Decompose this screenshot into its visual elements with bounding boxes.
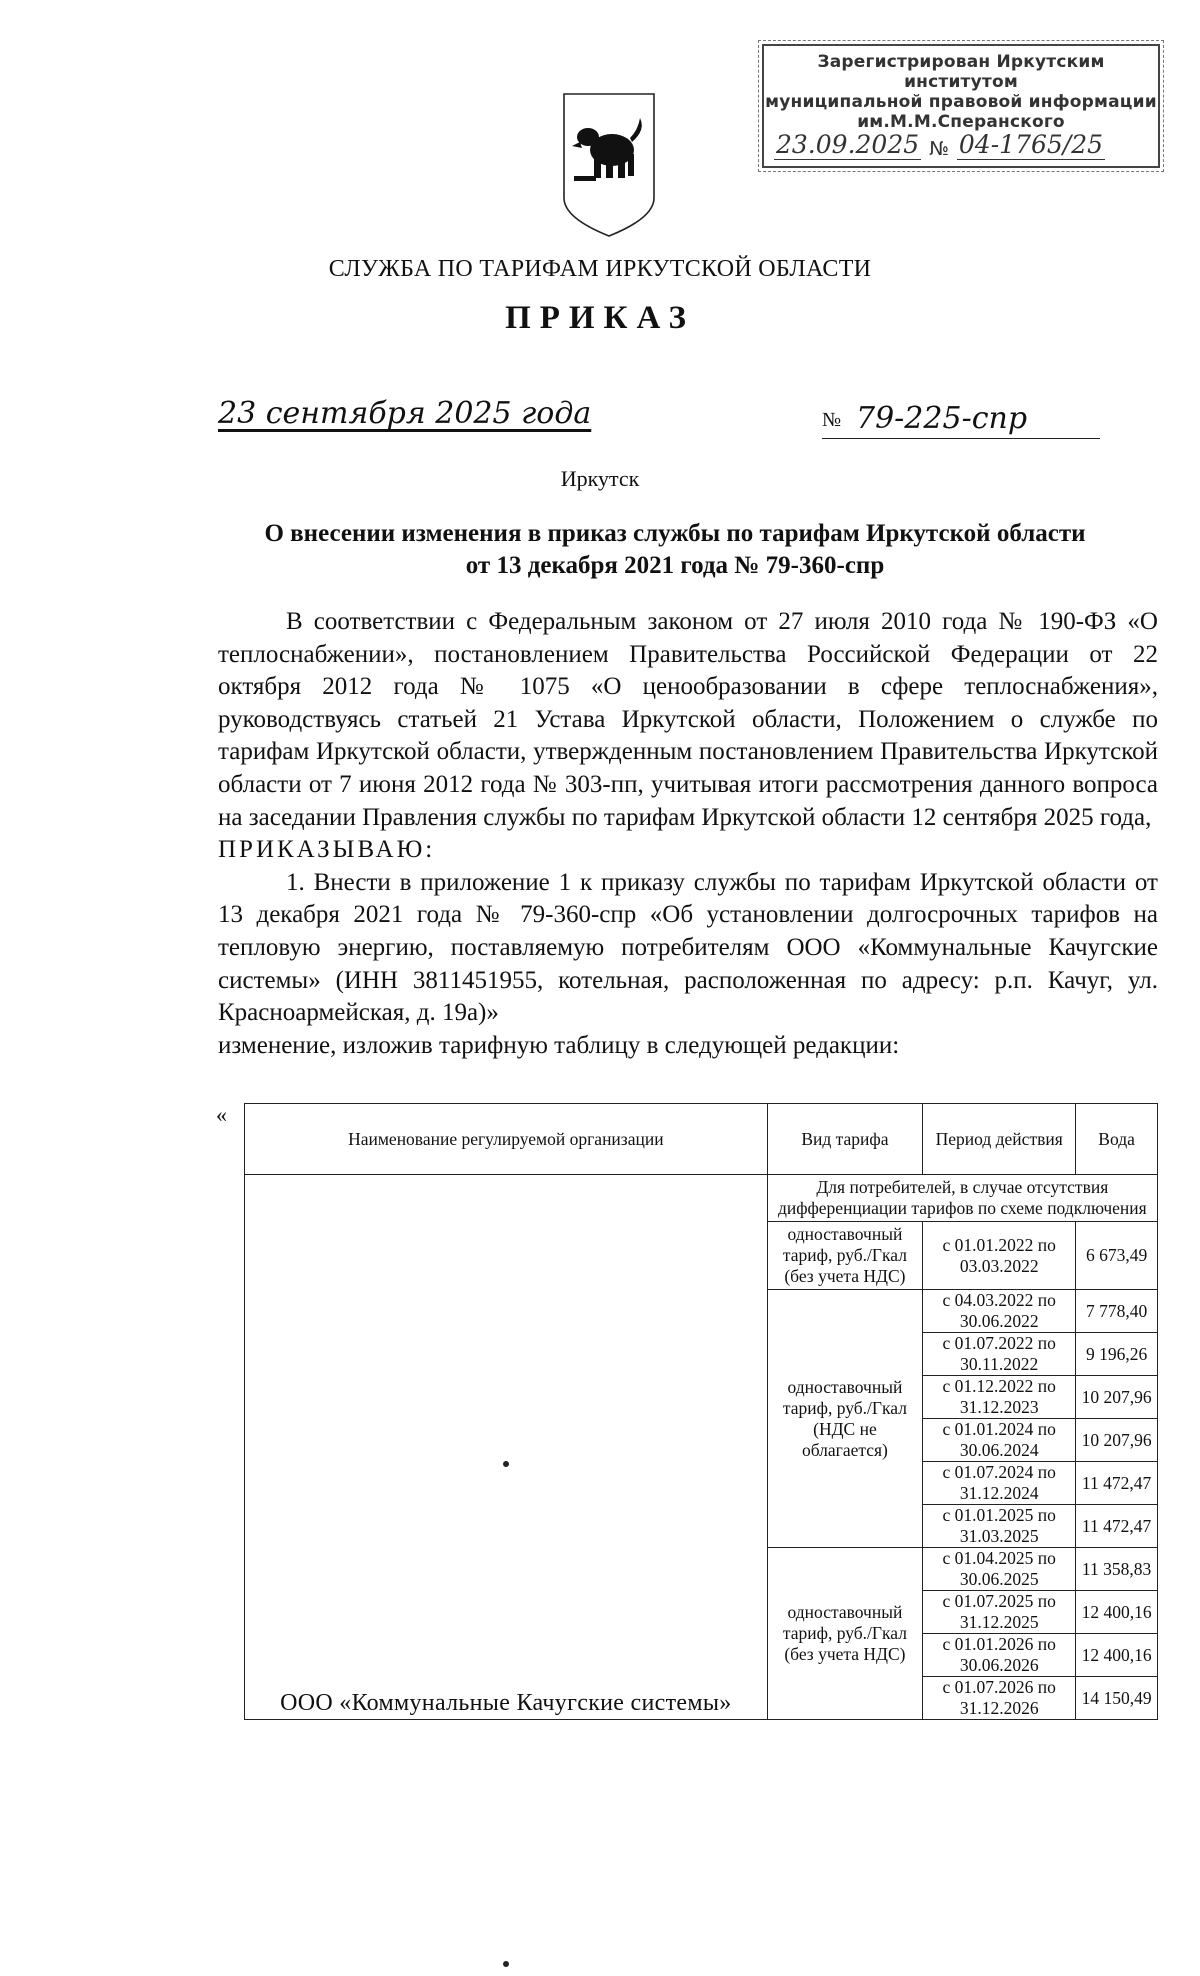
- document-body: [218, 606, 1158, 1062]
- value-cell: 12 400,16: [1076, 1591, 1158, 1634]
- stamp-line-1: Зарегистрирован Иркутским институтом: [817, 52, 1105, 92]
- header-water: Вода: [1076, 1104, 1158, 1175]
- stamp-line-3: им.М.М.Сперанского: [857, 112, 1065, 132]
- preamble-paragraph: В соответствии с Федеральным законом от 27 июля 2010 года № 190-ФЗ «О теплоснабжении», постановлением Правительства Российской Федерации от 22 октября 2012 года № 1075 «О ценообразовании в сфере теплоснабжения», руководствуясь статьей 21 Устава Иркутской области, Положением о службе по тарифам Иркутской области, утвержденным постановлением Правительства Иркутской области от 7 июня 2012 года № 303-пп, учитывая итоги рассмотрения данного вопроса на заседании Правления службы по тарифам Иркутской области 12 сентября 2025 года,: [218, 608, 1158, 831]
- decree-word: ПРИКАЗЫВАЮ:: [218, 836, 436, 864]
- header-period: Период действия: [923, 1104, 1076, 1175]
- period-cell: с 01.01.2025 по 31.03.2025: [923, 1505, 1076, 1548]
- value-cell: 14 150,49: [1076, 1677, 1158, 1720]
- value-cell: 9 196,26: [1076, 1333, 1158, 1376]
- table-row: [245, 1290, 1158, 1333]
- table-row: [245, 1333, 1158, 1376]
- item-1-paragraph: 1. Внести в приложение 1 к приказу службы по тарифам Иркутской области от 13 декабря 2021 года № 79-360-спр «Об установлении долгосрочных тарифов на тепловую энергию, поставляемую потребителям ООО «Коммунальные Качугские системы» (ИНН 3811451955, котельная, расположенная по адресу: р.п. Качуг, ул. Красноармейская, д. 19а)»: [218, 868, 1158, 1027]
- handwritten-date: 23 сентября 2025 года: [218, 396, 592, 431]
- value-cell: 12 400,16: [1076, 1634, 1158, 1677]
- period-cell: с 01.07.2025 по 31.12.2025: [923, 1591, 1076, 1634]
- sable-icon: [574, 176, 596, 181]
- value-cell: 10 207,96: [1076, 1419, 1158, 1462]
- period-cell: с 01.07.2024 по 31.12.2024: [923, 1462, 1076, 1505]
- tariff-type-cell: одноставочный тариф, руб./Гкал (без учета НДС): [767, 1548, 923, 1720]
- period-cell: с 01.12.2022 по 31.12.2023: [923, 1376, 1076, 1419]
- table-row: [245, 1175, 1158, 1222]
- document-number-field: [822, 402, 1100, 439]
- document-heading: [200, 518, 1150, 582]
- period-cell: с 01.01.2022 по 03.03.2022: [923, 1222, 1076, 1290]
- value-cell: 11 472,47: [1076, 1505, 1158, 1548]
- bullet-dot-icon: [503, 1961, 509, 1967]
- header-org: Наименование регулируемой организации: [245, 1104, 768, 1175]
- section-heading: Для потребителей, в случае отсутствия дифференциации тарифов по схеме подключения: [767, 1175, 1157, 1222]
- heading-line-1: О внесении изменения в приказ службы по тарифам Иркутской области: [264, 520, 1086, 547]
- city-name: Иркутск: [560, 466, 640, 491]
- period-cell: с 01.07.2026 по 31.12.2026: [923, 1677, 1076, 1720]
- value-cell: 11 358,83: [1076, 1548, 1158, 1591]
- irkutsk-coat-of-arms-icon: [560, 90, 658, 238]
- tariff-table: [244, 1103, 1158, 1720]
- opening-quote: «: [216, 1102, 227, 1127]
- table-row: [245, 1222, 1158, 1290]
- value-cell: 7 778,40: [1076, 1290, 1158, 1333]
- stamp-reg-number: 04-1765/25: [958, 130, 1104, 159]
- tariff-type-cell: одноставочный тариф, руб./Гкал (без учета НДС): [767, 1222, 923, 1290]
- tariff-type-cell: одноставочный тариф, руб./Гкал (НДС не облагается): [767, 1290, 923, 1548]
- handwritten-number: 79-225-спр: [856, 401, 1028, 436]
- period-cell: с 01.01.2026 по 30.06.2026: [923, 1634, 1076, 1677]
- stamp-reg-date: 23.09.2025: [776, 130, 920, 159]
- number-label: №: [822, 409, 842, 431]
- table-header-row: [245, 1104, 1158, 1175]
- table-row: [245, 1376, 1158, 1419]
- value-cell: 6 673,49: [1076, 1222, 1158, 1290]
- item-1-last-line: изменение, изложив тарифную таблицу в следующей редакции:: [218, 1031, 900, 1059]
- stamp-number-label: №: [929, 138, 949, 160]
- org-name: ООО «Коммунальные Качугские системы»: [280, 1689, 732, 1716]
- bullet-dot-icon: [503, 1461, 509, 1467]
- value-cell: 11 472,47: [1076, 1462, 1158, 1505]
- registration-stamp: [762, 44, 1160, 168]
- header-tariff: Вид тарифа: [767, 1104, 923, 1175]
- org-cell: [245, 1431, 768, 1976]
- stamp-line-2: муниципальной правовой информации: [765, 92, 1157, 112]
- heading-line-2: от 13 декабря 2021 года № 79-360-спр: [465, 552, 885, 579]
- value-cell: 10 207,96: [1076, 1376, 1158, 1419]
- document-type-title: ПРИКАЗ: [505, 300, 695, 336]
- period-cell: с 01.04.2025 по 30.06.2025: [923, 1548, 1076, 1591]
- period-cell: с 01.07.2022 по 30.11.2022: [923, 1333, 1076, 1376]
- stamp-registration-line: [774, 128, 1148, 160]
- organization-name: СЛУЖБА ПО ТАРИФАМ ИРКУТСКОЙ ОБЛАСТИ: [328, 256, 872, 282]
- period-cell: с 01.01.2024 по 30.06.2024: [923, 1419, 1076, 1462]
- period-cell: с 04.03.2022 по 30.06.2022: [923, 1290, 1076, 1333]
